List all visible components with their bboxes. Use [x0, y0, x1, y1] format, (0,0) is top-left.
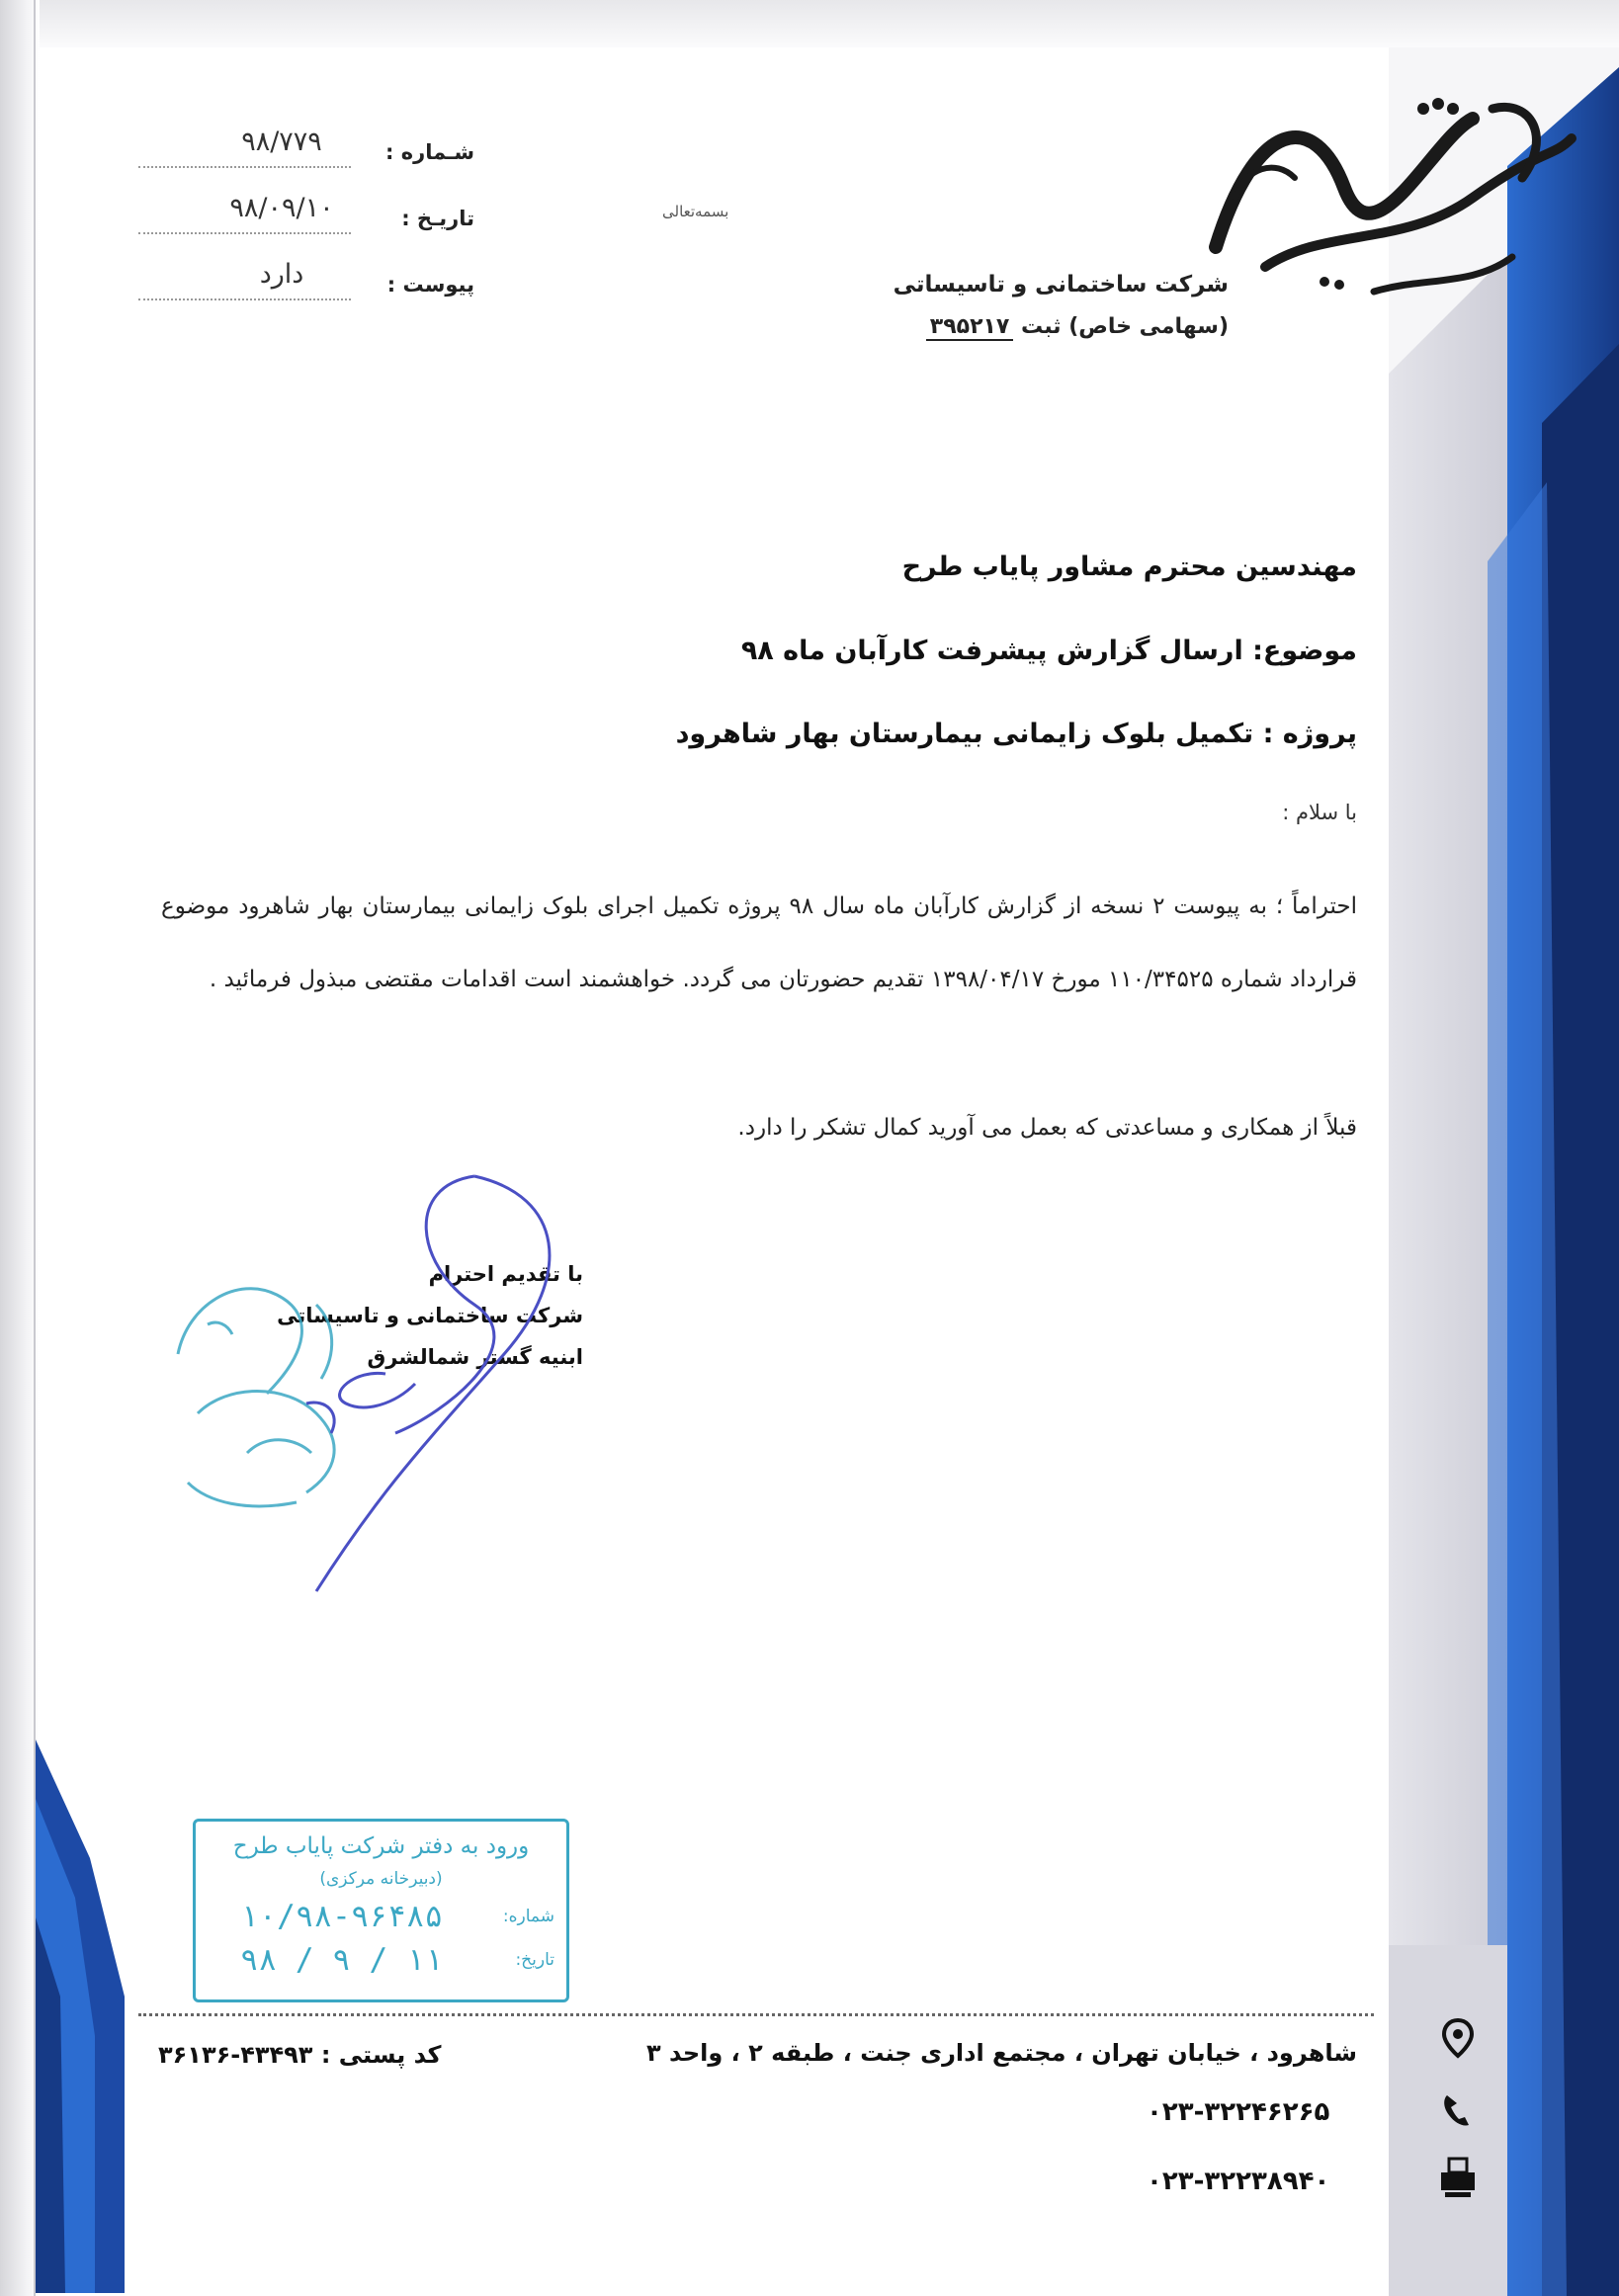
attachment-value: دارد — [259, 259, 304, 290]
stamp-number-label: شماره: — [502, 1907, 554, 1926]
stamp-date-row — [208, 1942, 554, 1982]
letterhead-side-band — [1389, 47, 1619, 2296]
letter-number-row — [138, 127, 474, 176]
company-logo — [1176, 79, 1591, 326]
letter-number-value: ۹۸/۷۷۹ — [241, 127, 322, 157]
letter-date-dots — [138, 232, 351, 234]
greeting: با سلام : — [1282, 801, 1357, 824]
stamp-title: ورود به دفتر شرکت پایاب طرح — [232, 1833, 530, 1859]
letter-date-value: ۹۸/۰۹/۱۰ — [229, 193, 334, 223]
closing-text: با تقدیم احترام — [428, 1262, 583, 1286]
stamp-number-value: ۱۰/۹۸-۹۶۴۸۵ — [239, 1899, 444, 1934]
attachment-row — [138, 259, 474, 308]
stamp-number-row — [208, 1899, 554, 1938]
postal-value: ۳۶۱۳۶-۴۳۴۹۳ — [158, 2041, 313, 2069]
registration-line — [926, 314, 1229, 339]
footer-divider — [138, 2013, 1374, 2016]
location-icon — [1435, 2016, 1481, 2062]
letter-number-dots — [138, 166, 351, 168]
attachment-dots — [138, 298, 351, 300]
thanks-line: قبلاً از همکاری و مساعدتی که بعمل می آورید کمال تشکر را دارد. — [737, 1115, 1357, 1141]
subject: موضوع: ارسال گزارش پیشرفت کارآبان ماه ۹۸ — [740, 636, 1357, 666]
company-name: شرکت ساختمانی و تاسیساتی — [893, 272, 1229, 298]
postal-label: کد پستی : — [320, 2041, 442, 2069]
bismillah: بسمه‌تعالی — [662, 203, 729, 220]
letter-number-label: شـماره : — [385, 140, 474, 164]
receipt-stamp — [193, 1819, 569, 2002]
phone-icon — [1435, 2087, 1481, 2133]
scan-top-edge — [0, 0, 1619, 47]
letter-date-label: تاریـخ : — [401, 207, 474, 230]
fax-icon — [1435, 2155, 1481, 2200]
body-paragraph: احتراماً ؛ به پیوست ۲ نسخه از گزارش کارآبان ماه سال ۹۸ پروژه تکمیل اجرای بلوک زایمانی بیمارستان بهار شاهرود موضوع قرارداد شماره ۱۱۰/۳۴۵۲۵ مورخ ۱۳۹۸/۰۴/۱۷ تقدیم حضورتان می گردد. خواهشمند است اقدامات مقتضی مبذول فرمائید . — [161, 893, 1357, 992]
signature-company-line: شرکت ساختمانی و تاسیساتی — [277, 1304, 583, 1327]
attachment-label: پیوست : — [386, 273, 474, 297]
registration-number: ۳۹۵۲۱۷ — [926, 314, 1014, 341]
footer-fax: ۰۲۳-۳۲۲۳۸۹۴۰ — [1147, 2167, 1330, 2196]
footer-postal-code — [158, 2041, 441, 2069]
stamp-date-value: ۹۸ / ۹ / ۱۱ — [239, 1942, 444, 1978]
signature-company-name: ابنیه گستر شمالشرق — [367, 1345, 583, 1369]
addressee: مهندسین محترم مشاور پایاب طرح — [901, 552, 1357, 582]
stamp-subtitle: (دبیرخانه مرکزی) — [319, 1869, 443, 1889]
handwritten-signature-and-seal — [148, 1156, 623, 1651]
letter-date-row — [138, 193, 474, 242]
stamp-date-label: تاریخ: — [515, 1950, 554, 1970]
registration-prefix: (سهامی خاص) ثبت — [1021, 314, 1229, 339]
project: پروژه : تکمیل بلوک زایمانی بیمارستان بهار شاهرود — [675, 719, 1357, 749]
letterhead-corner-shape — [36, 1740, 184, 2293]
footer-address: شاهرود ، خیابان تهران ، مجتمع اداری جنت ، طبقه ۲ ، واحد ۳ — [646, 2039, 1357, 2067]
footer-phone: ۰۲۳-۳۲۲۴۶۲۶۵ — [1147, 2097, 1330, 2127]
